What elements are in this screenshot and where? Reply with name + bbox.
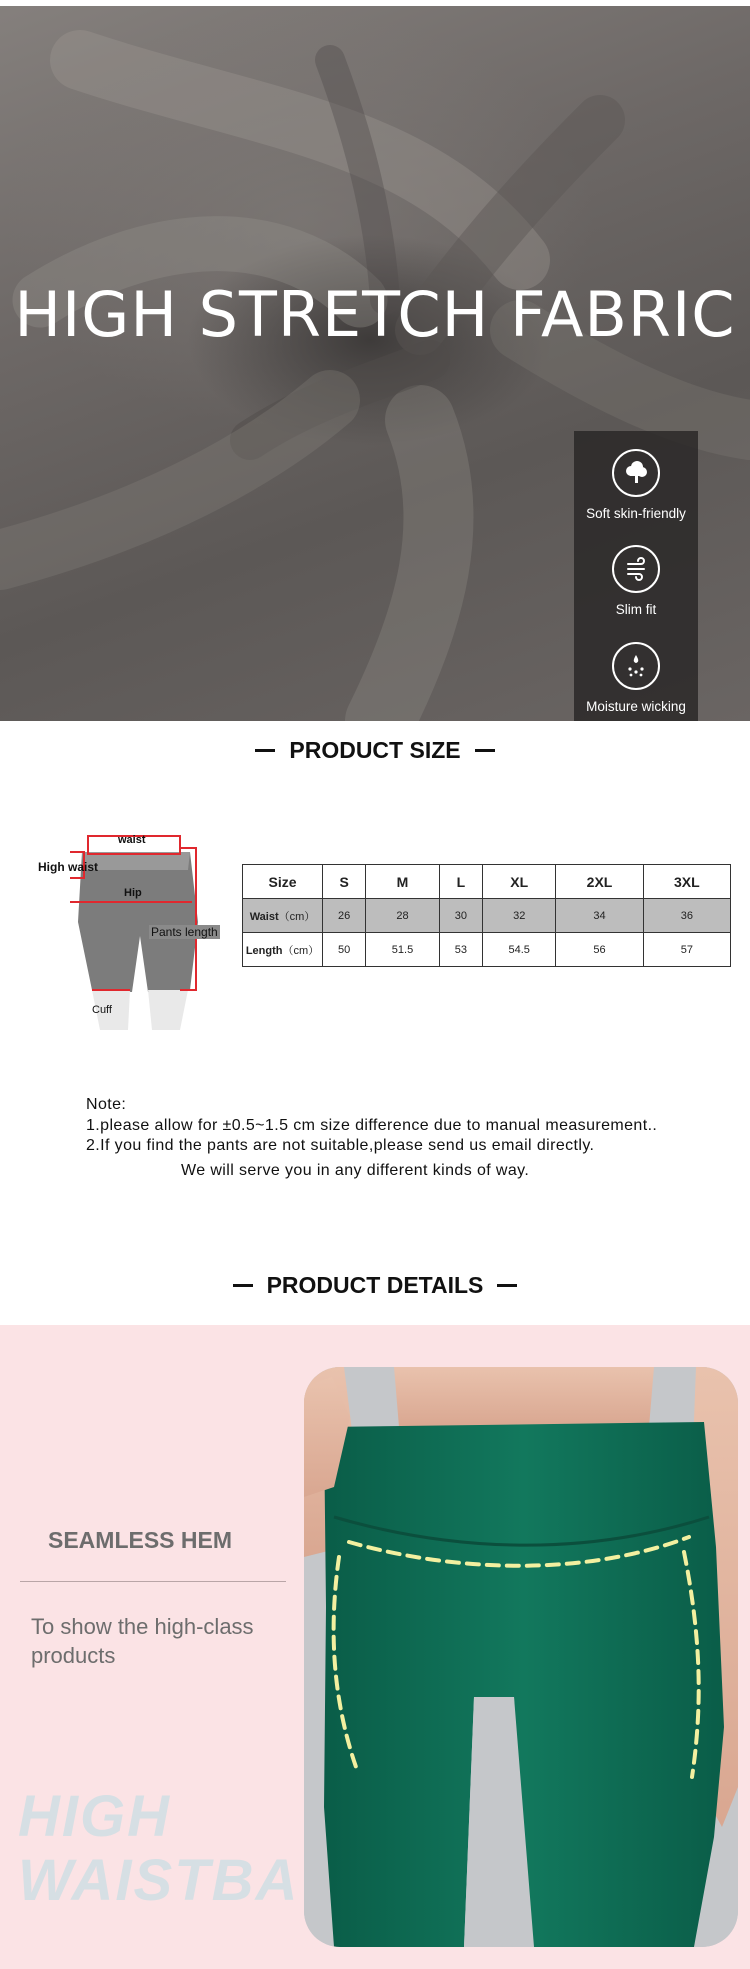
table-cell: 36 (643, 899, 730, 933)
table-cell: 28 (366, 899, 439, 933)
table-header-row (243, 865, 731, 899)
table-cell: 57 (643, 933, 730, 967)
heading-dash (475, 749, 495, 752)
note-line: 2.If you find the pants are not suitable,please send us email directly. (86, 1137, 595, 1154)
wind-icon (612, 545, 660, 593)
heading-dash (497, 1284, 517, 1287)
feature-slim-fit (574, 545, 698, 617)
table-cell: 54.5 (483, 933, 556, 967)
leggings-illustration (304, 1367, 738, 1947)
heading-text: PRODUCT DETAILS (266, 1272, 484, 1298)
table-cell: 32 (483, 899, 556, 933)
note-line: 1.please allow for ±0.5~1.5 cm size difference due to manual measurement.. (86, 1116, 658, 1134)
table-header: L (439, 865, 482, 899)
table-header: 2XL (556, 865, 643, 899)
product-details-heading (0, 1272, 750, 1299)
feature-label: Moisture wicking (586, 699, 686, 714)
label-high-waist: High waist (38, 860, 99, 874)
table-header: Size (243, 865, 323, 899)
table-cell: 34 (556, 899, 643, 933)
heading-text: PRODUCT SIZE (289, 737, 461, 763)
table-cell: 51.5 (366, 933, 439, 967)
feature-moisture-wicking (574, 642, 698, 714)
table-header: S (323, 865, 366, 899)
feature-soft-skin-friendly (574, 449, 698, 521)
details-panel (0, 1325, 750, 1969)
label-hip: Hip (124, 887, 142, 899)
row-label: Length（cm） (243, 933, 323, 967)
table-cell: 50 (323, 933, 366, 967)
table-cell: 30 (439, 899, 482, 933)
cloud-tree-icon (612, 449, 660, 497)
size-notes (86, 1095, 657, 1181)
table-row (243, 899, 731, 933)
product-photo (304, 1367, 738, 1947)
detail-description: To show the high-class products (31, 1614, 254, 1668)
table-row (243, 933, 731, 967)
note-title: Note: (86, 1096, 127, 1113)
row-label: Waist（cm） (243, 899, 323, 933)
hero-title: HIGH STRETCH FABRIC (14, 278, 736, 351)
watermark-text: HIGH WAISTBA (18, 1784, 300, 1913)
table-cell: 26 (323, 899, 366, 933)
table-cell: 56 (556, 933, 643, 967)
table-cell: 53 (439, 933, 482, 967)
feature-label: Slim fit (615, 602, 657, 617)
note-line: We will serve you in any different kinds of way. (181, 1161, 530, 1179)
table-header: XL (483, 865, 556, 899)
hero-fabric-banner (0, 0, 750, 721)
size-diagram (40, 830, 240, 1030)
table-header: 3XL (643, 865, 730, 899)
product-size-heading (0, 737, 750, 764)
feature-label: Soft skin-friendly (586, 506, 686, 521)
divider (20, 1581, 286, 1582)
detail-title: SEAMLESS HEM (48, 1527, 233, 1553)
heading-dash (255, 749, 275, 752)
droplets-icon (612, 642, 660, 690)
feature-panel (574, 431, 698, 721)
label-pants-length: Pants length (151, 925, 218, 939)
table-header: M (366, 865, 439, 899)
heading-dash (233, 1284, 253, 1287)
label-waist: waist (118, 834, 146, 846)
label-cuff: Cuff (92, 1004, 112, 1016)
size-chart-table (242, 864, 731, 967)
